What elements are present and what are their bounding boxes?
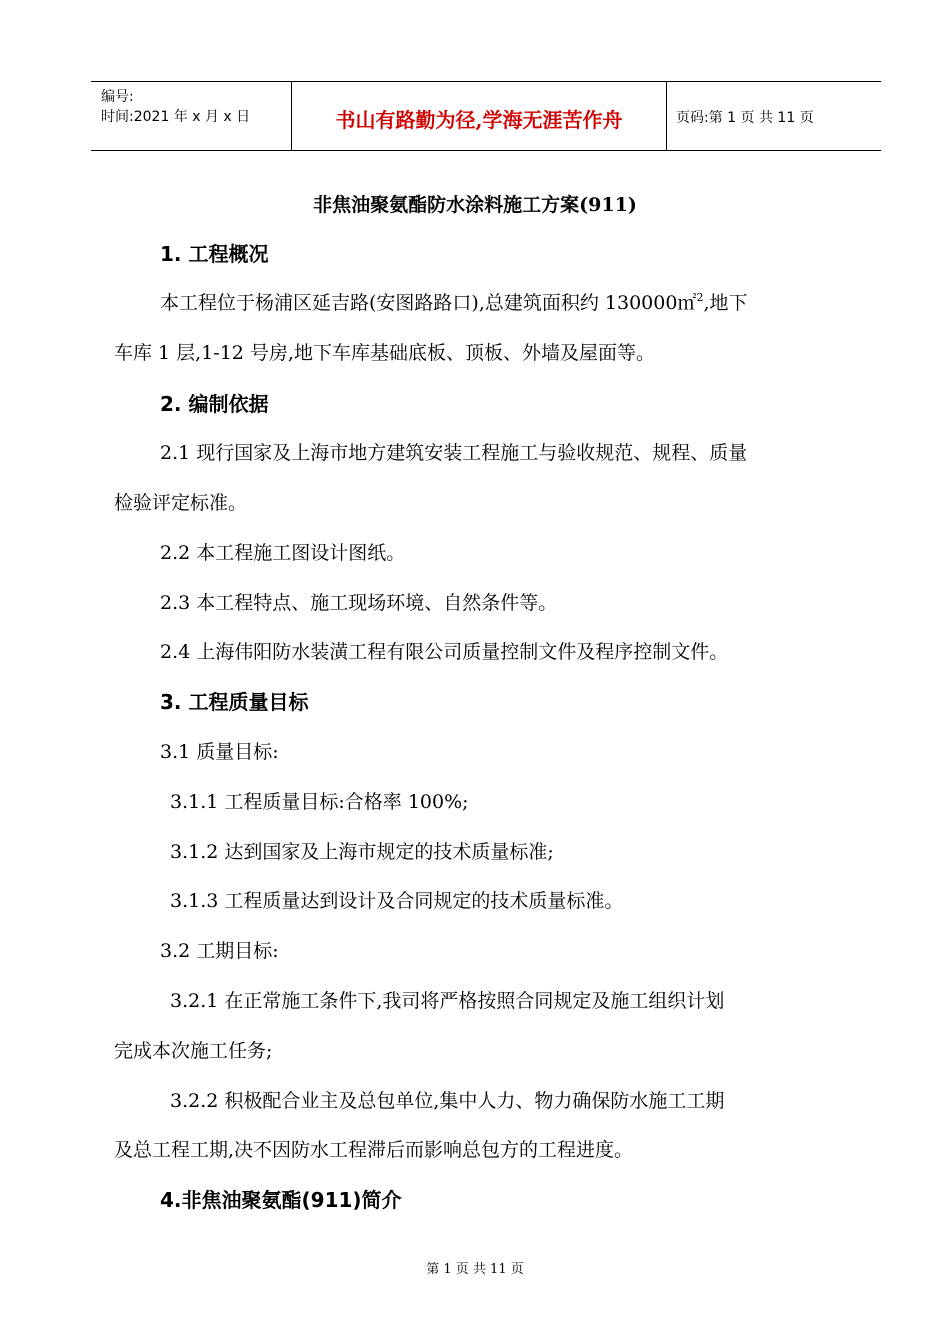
header-right-cell <box>666 82 881 150</box>
superscript: 2 <box>696 291 704 304</box>
item-2-4: 2.4 上海伟阳防水装潢工程有限公司质量控制文件及程序控制文件。 <box>160 641 729 663</box>
section-1-heading: 1. 工程概况 <box>160 242 269 266</box>
item-3-2-2-line-2: 及总工程工期,决不因防水工程滞后而影响总包方的工程进度。 <box>114 1139 634 1161</box>
page-footer: 第 1 页 共 11 页 <box>426 1262 524 1277</box>
item-3-1-1: 3.1.1 工程质量目标:合格率 100%; <box>170 791 469 813</box>
item-2-1-line-1: 2.1 现行国家及上海市地方建筑安装工程施工与验收规范、规程、质量 <box>160 442 748 464</box>
document-title: 非焦油聚氨酯防水涂料施工方案(911) <box>313 194 637 216</box>
item-3-2: 3.2 工期目标: <box>160 940 279 962</box>
item-2-1-line-2: 检验评定标准。 <box>114 492 248 514</box>
item-3-2-1-line-1: 3.2.1 在正常施工条件下,我司将严格按照合同规定及施工组织计划 <box>170 990 725 1012</box>
item-3-2-2-line-1: 3.2.2 积极配合业主及总包单位,集中人力、物力确保防水施工工期 <box>170 1090 725 1112</box>
document-header <box>91 81 881 151</box>
section-4-heading: 4.非焦油聚氨酯(911)简介 <box>160 1188 402 1212</box>
header-middle-cell <box>291 82 667 150</box>
item-3-1-2: 3.1.2 达到国家及上海市规定的技术质量标准; <box>170 841 554 863</box>
section-1-text-end: ,地下 <box>703 292 748 314</box>
section-3-heading: 3. 工程质量目标 <box>160 690 309 714</box>
section-1-paragraph-line-2: 车库 1 层,1-12 号房,地下车库基础底板、顶板、外墙及屋面等。 <box>114 342 655 364</box>
section-2-heading: 2. 编制依据 <box>160 392 269 416</box>
item-2-3: 2.3 本工程特点、施工现场环境、自然条件等。 <box>160 592 558 614</box>
time-label: 时间:2021 年 x 月 x 日 <box>101 109 251 125</box>
header-page-info: 页码:第 1 页 共 11 页 <box>676 110 814 126</box>
header-left-cell <box>91 82 291 150</box>
item-3-2-1-line-2: 完成本次施工任务; <box>114 1040 273 1062</box>
item-2-2: 2.2 本工程施工图设计图纸。 <box>160 542 406 564</box>
item-3-1-3: 3.1.3 工程质量达到设计及合同规定的技术质量标准。 <box>170 890 624 912</box>
header-motto: 书山有路勤为径,学海无涯苦作舟 <box>335 108 623 132</box>
item-3-1: 3.1 质量目标: <box>160 741 279 763</box>
number-label: 编号: <box>101 89 134 105</box>
section-1-text: 本工程位于杨浦区延吉路(安图路路口),总建筑面积约 130000㎡ <box>160 292 697 314</box>
section-1-paragraph-line-1 <box>160 291 747 315</box>
